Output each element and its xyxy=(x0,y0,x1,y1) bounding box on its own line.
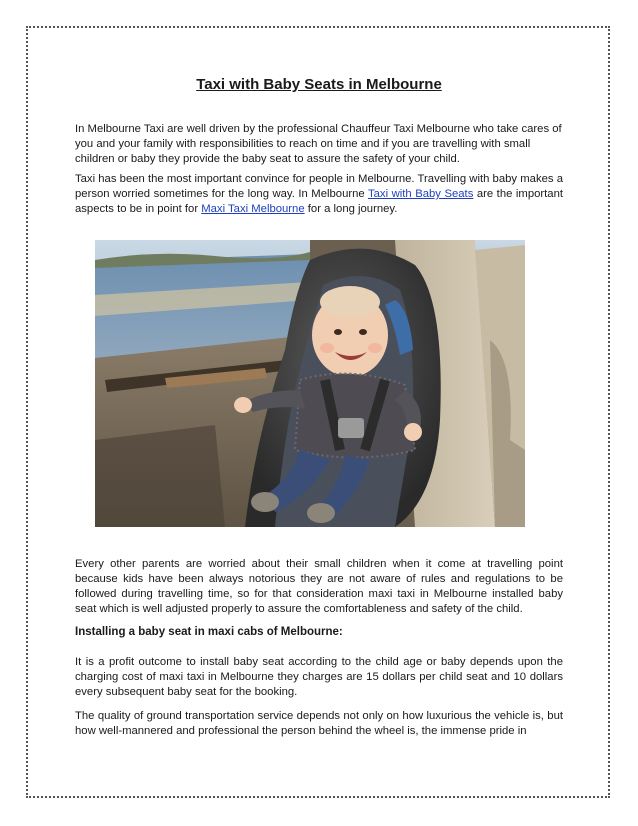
paragraph-text: for a long journey. xyxy=(304,203,398,215)
paragraph-pricing: It is a profit outcome to install baby seat according to the child age or baby depends upon the charging cost of maxi taxi in Melbourne they charges are 15 dollars per child seat and 10 dollars every subsequent baby seat for the booking. xyxy=(75,656,563,698)
paragraph-text: are the important aspects to be in point for xyxy=(75,188,563,215)
page-title: Taxi with Baby Seats in Melbourne xyxy=(196,76,442,93)
baby-car-seat-illustration xyxy=(95,240,525,527)
taxi-with-baby-seats-link[interactable]: Taxi with Baby Seats xyxy=(368,188,474,200)
maxi-taxi-melbourne-link[interactable]: Maxi Taxi Melbourne xyxy=(201,203,305,215)
paragraph-parents: Every other parents are worried about their small children when it come at travelling point because kids have been always notorious they are not aware of rules and regulations to be followed during travelling time, so for that consideration maxi taxi in Melbourne installed baby seat which is well adjusted properly to assure the comfortableness and safety of the child. xyxy=(75,558,563,615)
paragraph-quality: The quality of ground transportation service depends not only on how luxurious the vehicle is, but how well-mannered and professional the person behind the wheel is, the immense pride in xyxy=(75,710,563,737)
paragraph-convenience xyxy=(75,172,563,217)
baby-car-seat-photo xyxy=(95,240,525,527)
paragraph-text: Taxi has been the most important convince for people in Melbourne. Travelling with baby makes a person worried sometimes for the long way. In Melbourne xyxy=(75,173,563,200)
paragraph-intro: In Melbourne Taxi are well driven by the professional Chauffeur Taxi Melbourne who take cares of you and your family with responsibilities to reach on time and if you are travelling with small children or baby they provide the baby seat to assure the safety of your child. xyxy=(75,123,562,165)
section-heading: Installing a baby seat in maxi cabs of Melbourne: xyxy=(75,626,343,638)
